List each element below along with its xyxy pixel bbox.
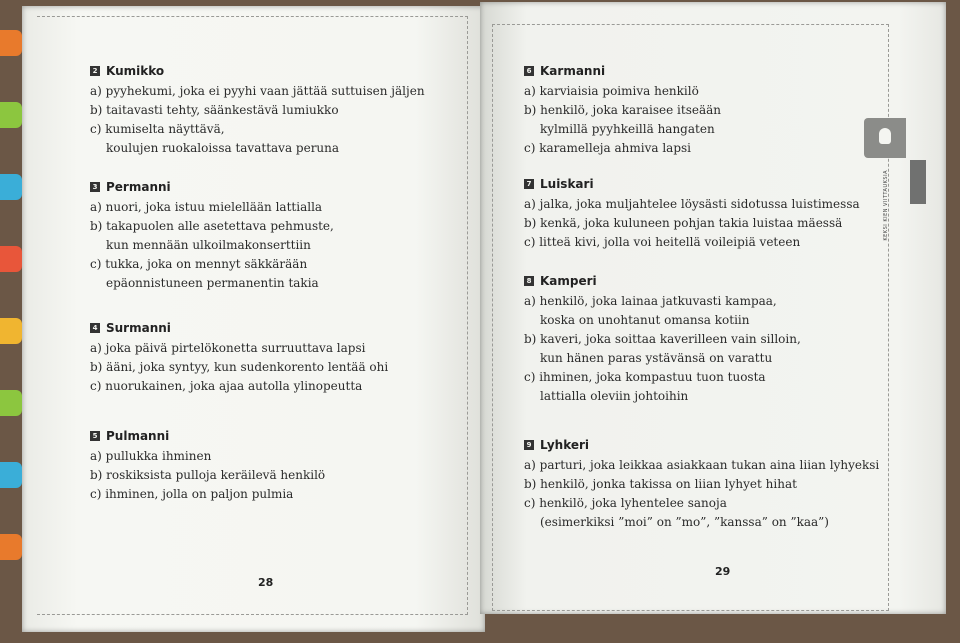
entry-number-badge: 4 xyxy=(90,323,100,333)
entry-option-line: c) henkilö, joka lyhentelee sanoja xyxy=(524,496,727,510)
color-tab xyxy=(0,30,22,56)
entry-number-badge: 6 xyxy=(524,66,534,76)
entry-number-badge: 8 xyxy=(524,276,534,286)
entry-title: Karmanni xyxy=(540,64,606,78)
entry-option-line: kun mennään ulkoilmakonserttiin xyxy=(106,238,311,252)
entry-option-line: b) henkilö, joka karaisee itseään xyxy=(524,103,722,117)
side-bar-marker xyxy=(910,160,926,204)
entry-heading xyxy=(90,321,388,335)
entry-option-line: a) jalka, joka muljahtelee löysästi sidotussa luistimessa xyxy=(524,197,860,211)
entry-heading xyxy=(90,180,334,194)
color-tab xyxy=(0,390,22,416)
entry-heading xyxy=(524,438,879,452)
entry-title: Luiskari xyxy=(540,177,594,191)
entry-lyhkeri xyxy=(524,438,879,532)
entry-permanni xyxy=(90,180,334,293)
entry-option-line: b) kenkä, joka kuluneen pohjan takia luistaa mäessä xyxy=(524,216,843,230)
entry-number-badge: 2 xyxy=(90,66,100,76)
entry-option-line: c) tukka, joka on mennyt säkkärään xyxy=(90,257,308,271)
entry-title: Lyhkeri xyxy=(540,438,590,452)
entry-luiskari xyxy=(524,177,860,252)
entry-option-line: b) ääni, joka syntyy, kun sudenkorento lentää ohi xyxy=(90,360,389,374)
entry-title: Kamperi xyxy=(540,274,597,288)
entry-heading xyxy=(90,64,425,78)
entry-option-line: c) kumiselta näyttävä, xyxy=(90,122,225,136)
right-page xyxy=(480,2,946,614)
color-tab xyxy=(0,102,22,128)
entry-heading xyxy=(524,177,860,191)
color-tab xyxy=(0,246,22,272)
entry-option-line: b) kaveri, joka soittaa kaverilleen vain silloin, xyxy=(524,332,801,346)
entry-number-badge: 9 xyxy=(524,440,534,450)
entry-title: Surmanni xyxy=(106,321,171,335)
side-tab-label: KEKSI KIEN VIITTAUKSIA xyxy=(883,170,889,241)
entry-number-badge: 5 xyxy=(90,431,100,441)
entry-surmanni xyxy=(90,321,388,396)
entry-option-line: a) pullukka ihminen xyxy=(90,449,212,463)
entry-option-line: (esimerkiksi ”moi” on ”mo”, ”kanssa” on ”kaa”) xyxy=(540,515,829,529)
entry-option-line: c) nuorukainen, joka ajaa autolla ylinopeutta xyxy=(90,379,363,393)
lightbulb-icon xyxy=(879,128,891,144)
entry-option-line: a) parturi, joka leikkaa asiakkaan tukan aina liian lyhyeksi xyxy=(524,458,880,472)
entry-option-line: kylmillä pyyhkeillä hangaten xyxy=(540,122,715,136)
entry-title: Kumikko xyxy=(106,64,165,78)
color-tab xyxy=(0,462,22,488)
page-number-right: 29 xyxy=(715,565,731,578)
entry-option-line: kun hänen paras ystävänsä on varattu xyxy=(540,351,773,365)
entry-option-line: a) henkilö, joka lainaa jatkuvasti kampaa, xyxy=(524,294,777,308)
entry-heading xyxy=(524,274,801,288)
entry-heading xyxy=(90,429,325,443)
entry-option-line: lattialla oleviin johtoihin xyxy=(540,389,689,403)
entry-option-line: b) takapuolen alle asetettava pehmuste, xyxy=(90,219,334,233)
entry-option-line: a) karviaisia poimiva henkilö xyxy=(524,84,699,98)
entry-option-line: b) henkilö, jonka takissa on liian lyhyet hihat xyxy=(524,477,797,491)
entry-option-line: b) roskiksista pulloja keräilevä henkilö xyxy=(90,468,326,482)
entry-kumikko xyxy=(90,64,425,158)
entry-option-line: koska on unohtanut omansa kotiin xyxy=(540,313,750,327)
entry-option-line: a) joka päivä pirtelökonetta surruuttava lapsi xyxy=(90,341,366,355)
left-page xyxy=(22,6,485,632)
color-tab xyxy=(0,174,22,200)
entry-title: Permanni xyxy=(106,180,171,194)
entry-option-line: epäonnistuneen permanentin takia xyxy=(106,276,319,290)
chapter-side-tab xyxy=(864,118,906,158)
entry-option-line: a) nuori, joka istuu mielellään lattialla xyxy=(90,200,323,214)
entry-option-line: c) ihminen, joka kompastuu tuon tuosta xyxy=(524,370,766,384)
entry-number-badge: 3 xyxy=(90,182,100,192)
color-tab xyxy=(0,318,22,344)
entry-option-line: c) litteä kivi, jolla voi heitellä voileipiä veteen xyxy=(524,235,801,249)
page-number-left: 28 xyxy=(258,576,274,589)
entry-option-line: b) taitavasti tehty, säänkestävä lumiukko xyxy=(90,103,339,117)
entry-option-line: a) pyyhekumi, joka ei pyyhi vaan jättää suttuisen jäljen xyxy=(90,84,425,98)
entry-pulmanni xyxy=(90,429,325,504)
color-tab xyxy=(0,534,22,560)
entry-karmanni xyxy=(524,64,721,158)
entry-heading xyxy=(524,64,721,78)
entry-kamperi xyxy=(524,274,801,406)
entry-number-badge: 7 xyxy=(524,179,534,189)
entry-option-line: c) karamelleja ahmiva lapsi xyxy=(524,141,691,155)
entry-option-line: c) ihminen, jolla on paljon pulmia xyxy=(90,487,294,501)
entry-option-line: koulujen ruokaloissa tavattava peruna xyxy=(106,141,340,155)
entry-title: Pulmanni xyxy=(106,429,170,443)
